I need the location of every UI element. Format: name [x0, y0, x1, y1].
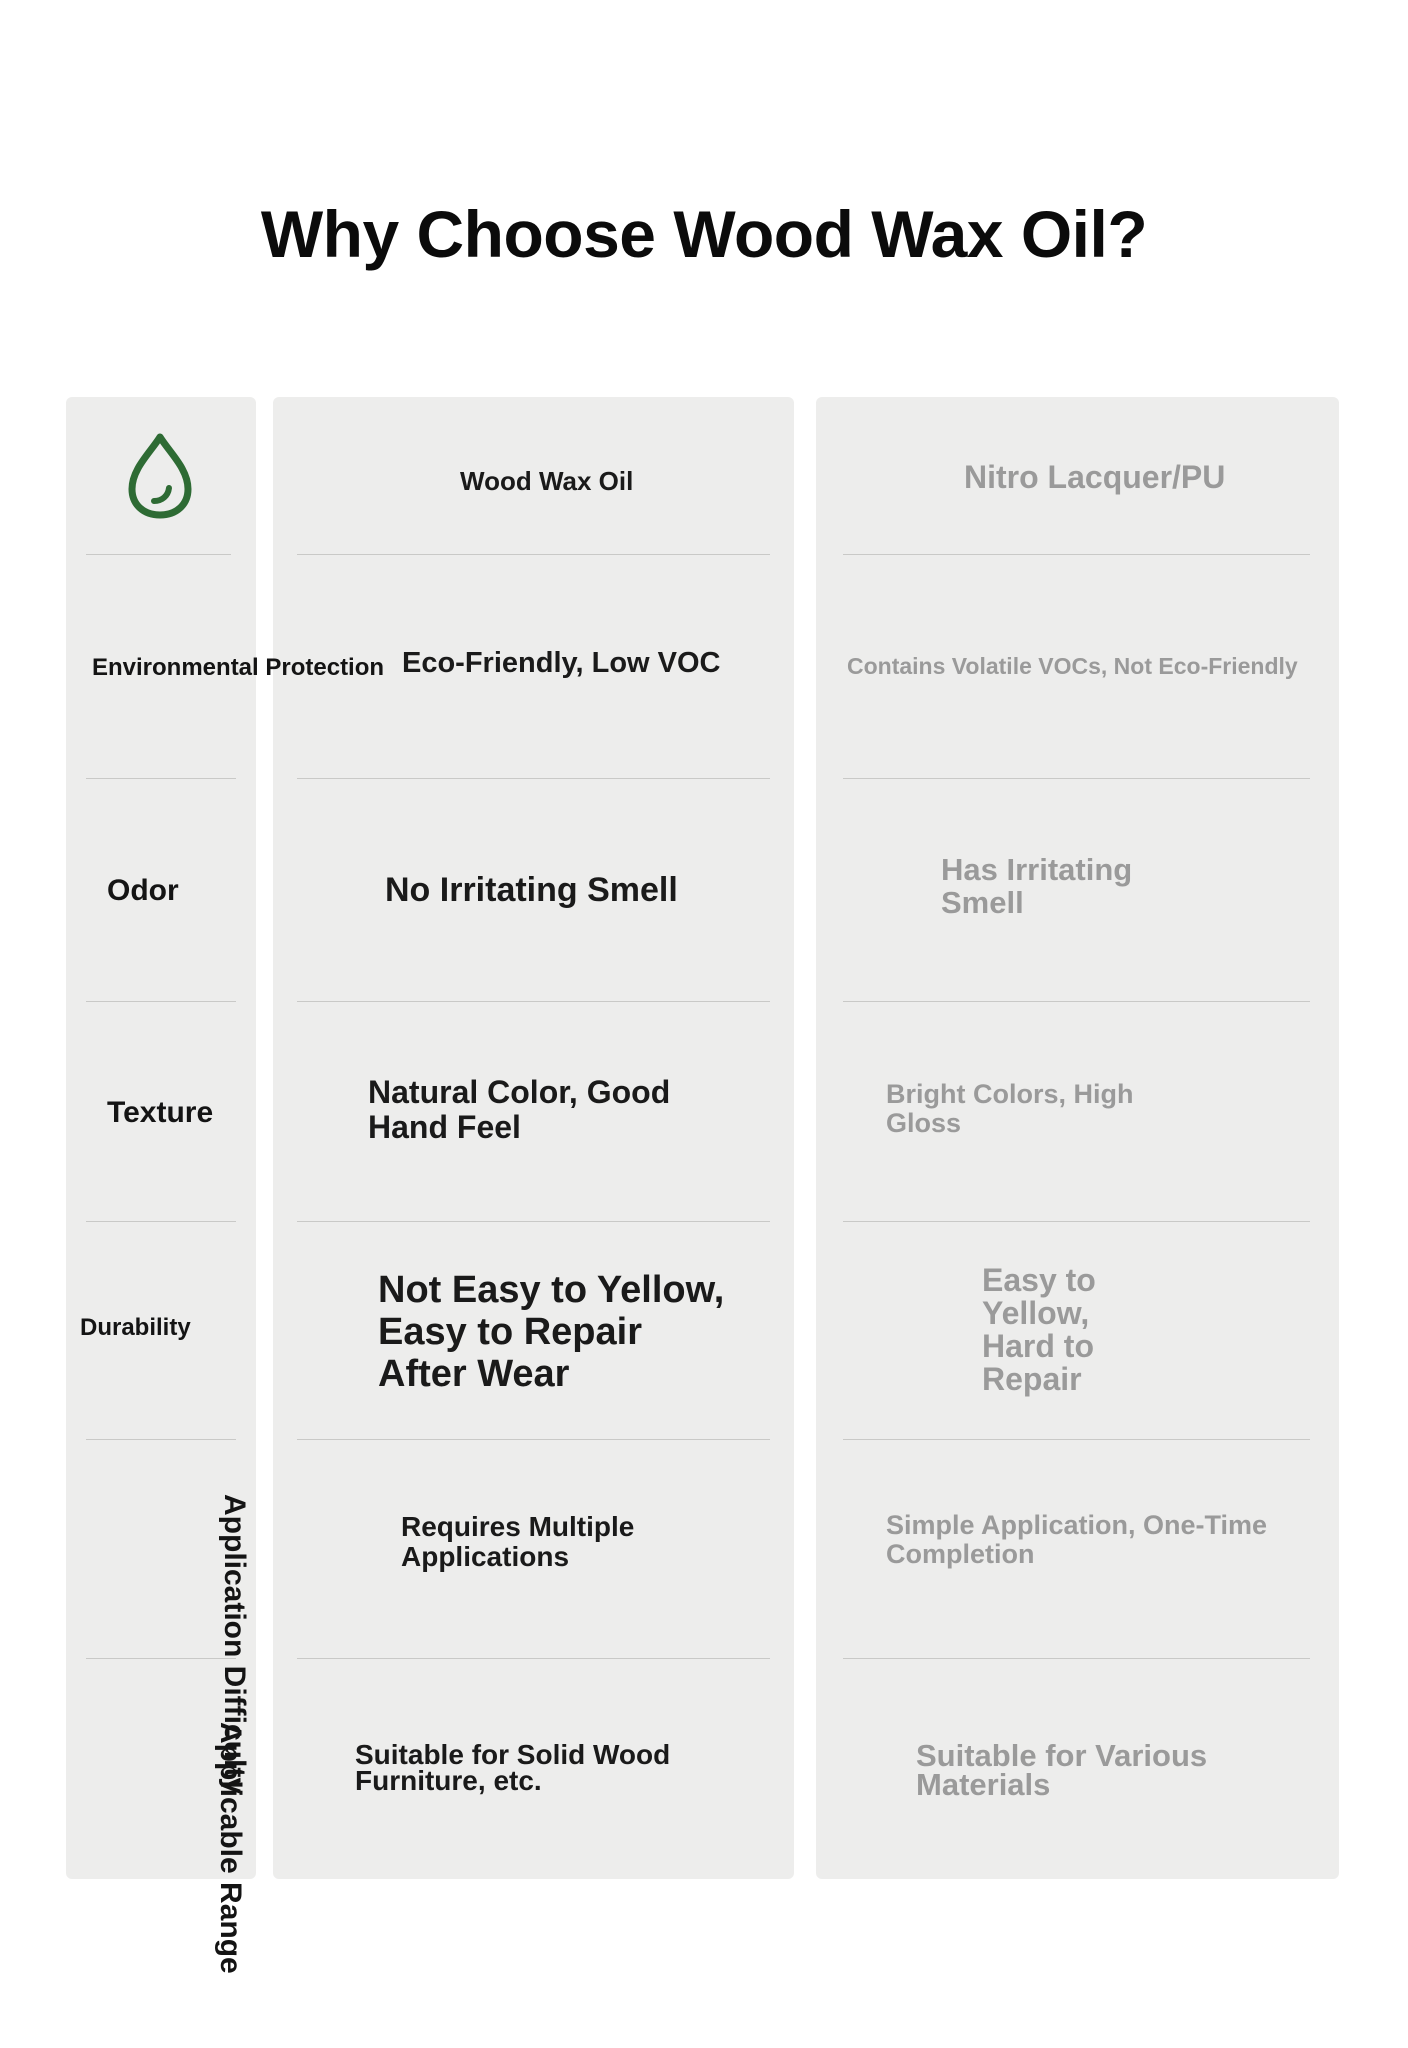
nitro-environmental-protection: Contains Volatile VOCs, Not Eco-Friendly [847, 653, 1298, 679]
divider [843, 1658, 1310, 1659]
divider [843, 1221, 1310, 1222]
row-label-application-difficulty: Application Difficulty [218, 1494, 251, 1794]
divider [843, 1439, 1310, 1440]
wax-durability: Not Easy to Yellow, Easy to Repair After Wear [378, 1269, 725, 1395]
nitro-application-difficulty: Simple Application, One-Time Completion [886, 1510, 1268, 1570]
wax-applicable-range: Suitable for Solid Wood Furniture, etc. [355, 1739, 671, 1796]
wood-wax-oil-header: Wood Wax Oil [460, 466, 634, 496]
divider [297, 554, 770, 555]
divider [843, 778, 1310, 779]
divider [86, 554, 231, 555]
wax-application-difficulty: Requires Multiple Applications [401, 1511, 635, 1573]
row-label-applicable-range: Applicable Range [214, 1722, 247, 1974]
row-label-durability: Durability [80, 1314, 191, 1341]
nitro-durability: Easy to Yellow, Hard to Repair [982, 1262, 1096, 1397]
nitro-odor: Has Irritating Smell [941, 852, 1133, 921]
wax-odor: No Irritating Smell [385, 871, 678, 909]
row-label-texture: Texture [107, 1096, 214, 1129]
divider [86, 1658, 236, 1659]
divider [86, 1221, 236, 1222]
divider [86, 1439, 236, 1440]
nitro-texture: Bright Colors, High Gloss [886, 1079, 1134, 1139]
page-title: Why Choose Wood Wax Oil? [260, 197, 1148, 271]
divider [843, 554, 1310, 555]
wax-environmental-protection: Eco-Friendly, Low VOC [402, 647, 721, 679]
divider [297, 1658, 770, 1659]
divider [86, 778, 236, 779]
wax-texture: Natural Color, Good Hand Feel [368, 1074, 671, 1145]
divider [297, 1221, 770, 1222]
divider [297, 778, 770, 779]
divider [843, 1001, 1310, 1002]
nitro-lacquer-header: Nitro Lacquer/PU [964, 459, 1226, 495]
row-label-odor: Odor [107, 874, 179, 907]
row-label-environmental-protection: Environmental Protection [92, 654, 385, 681]
water-drop-icon [124, 431, 196, 521]
divider [297, 1001, 770, 1002]
divider [297, 1439, 770, 1440]
nitro-applicable-range: Suitable for Various Materials [916, 1738, 1208, 1803]
divider [86, 1001, 236, 1002]
